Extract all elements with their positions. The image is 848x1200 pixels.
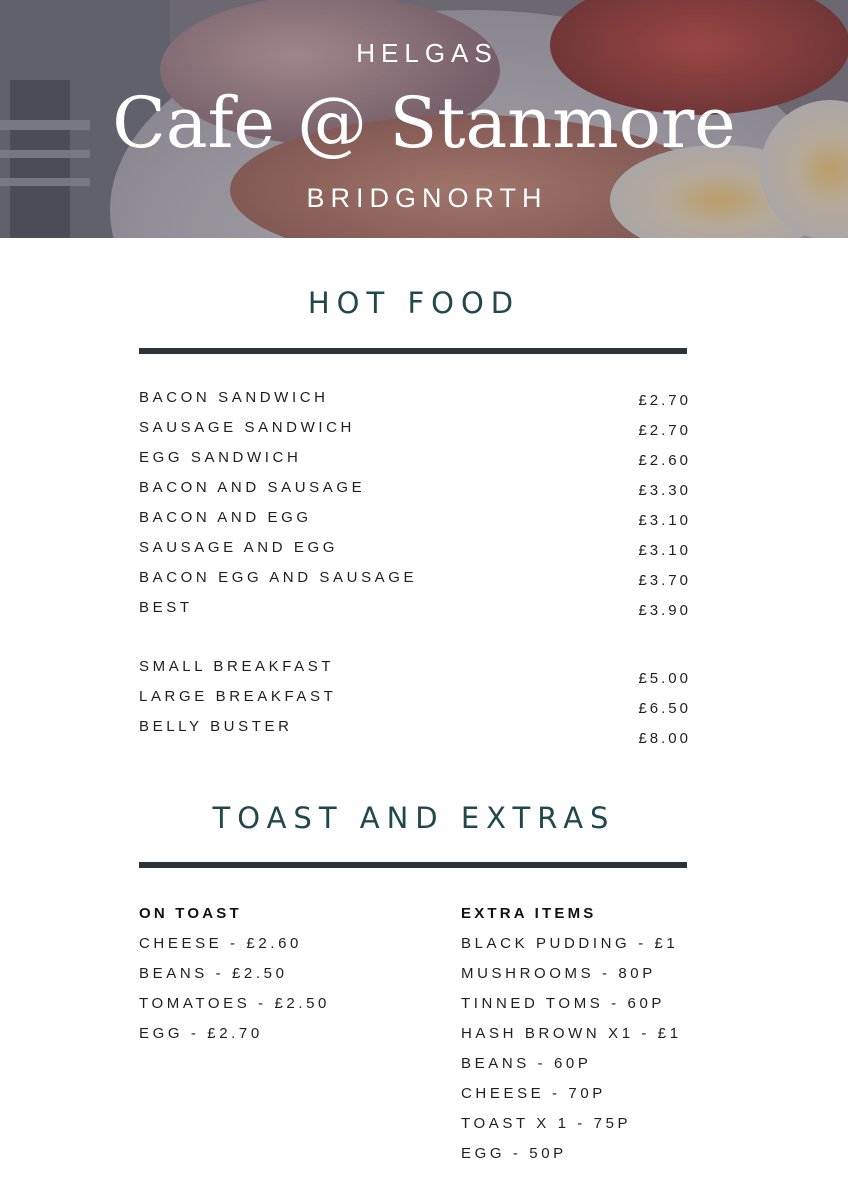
list-item: BEANS - 60P <box>461 1055 592 1072</box>
list-item: MUSHROOMS - 80P <box>461 965 656 982</box>
item-price: £3.90 <box>638 602 691 619</box>
menu-item <box>139 389 691 419</box>
list-item: BLACK PUDDING - £1 <box>461 935 679 952</box>
item-name: EGG SANDWICH <box>139 449 302 466</box>
item-price: £2.70 <box>638 392 691 409</box>
item-price: £2.70 <box>638 422 691 439</box>
breakfast-price-list <box>638 670 691 760</box>
extra-items-list <box>461 935 682 1175</box>
item-name: BEST <box>139 599 193 616</box>
item-name: SAUSAGE SANDWICH <box>139 419 355 436</box>
list-item: TOMATOES - £2.50 <box>139 995 330 1012</box>
list-item: BEANS - £2.50 <box>139 965 288 982</box>
breakfast-name-list <box>139 658 336 748</box>
on-toast-column <box>139 905 330 1055</box>
menu-item <box>139 449 691 479</box>
list-item: EGG - 50P <box>461 1145 567 1162</box>
menu-item <box>139 539 691 569</box>
item-price: £3.10 <box>638 542 691 559</box>
item-price: £3.10 <box>638 512 691 529</box>
toast-extras-divider <box>139 862 687 868</box>
brand-name: HELGAS <box>356 38 498 68</box>
hot-food-divider <box>139 348 687 354</box>
header-banner <box>0 0 848 238</box>
extra-items-column <box>461 905 682 1175</box>
menu-item <box>139 479 691 509</box>
banner-text <box>0 0 848 238</box>
on-toast-heading: ON TOAST <box>139 905 242 922</box>
hot-food-list <box>139 389 691 629</box>
menu-item <box>139 599 691 629</box>
item-name: BACON AND SAUSAGE <box>139 479 366 496</box>
breakfast-name: LARGE BREAKFAST <box>139 688 337 705</box>
item-name: BACON EGG AND SAUSAGE <box>139 569 418 586</box>
menu-item <box>139 509 691 539</box>
location-label: BRIDGNORTH <box>306 183 548 213</box>
item-name: BACON SANDWICH <box>139 389 329 406</box>
list-item: CHEESE - 70P <box>461 1085 606 1102</box>
list-item: EGG - £2.70 <box>139 1025 263 1042</box>
item-price: £3.70 <box>638 572 691 589</box>
hot-food-heading: HOT FOOD <box>307 286 521 320</box>
breakfast-price: £6.50 <box>638 700 691 717</box>
list-item: HASH BROWN X1 - £1 <box>461 1025 682 1042</box>
extra-items-heading: EXTRA ITEMS <box>461 905 597 922</box>
list-item: TINNED TOMS - 60P <box>461 995 666 1012</box>
menu-item <box>139 419 691 449</box>
cafe-title: Cafe @ Stanmore <box>112 82 736 164</box>
breakfast-name: SMALL BREAKFAST <box>139 658 335 675</box>
item-price: £2.60 <box>638 452 691 469</box>
menu-item <box>139 569 691 599</box>
toast-extras-heading: TOAST AND EXTRAS <box>212 801 616 835</box>
item-price: £3.30 <box>638 482 691 499</box>
item-name: BACON AND EGG <box>139 509 312 526</box>
breakfast-price: £8.00 <box>638 730 691 747</box>
on-toast-list <box>139 935 330 1055</box>
list-item: CHEESE - £2.60 <box>139 935 302 952</box>
item-name: SAUSAGE AND EGG <box>139 539 339 556</box>
list-item: TOAST X 1 - 75P <box>461 1115 632 1132</box>
breakfast-name: BELLY BUSTER <box>139 718 293 735</box>
breakfast-price: £5.00 <box>638 670 691 687</box>
